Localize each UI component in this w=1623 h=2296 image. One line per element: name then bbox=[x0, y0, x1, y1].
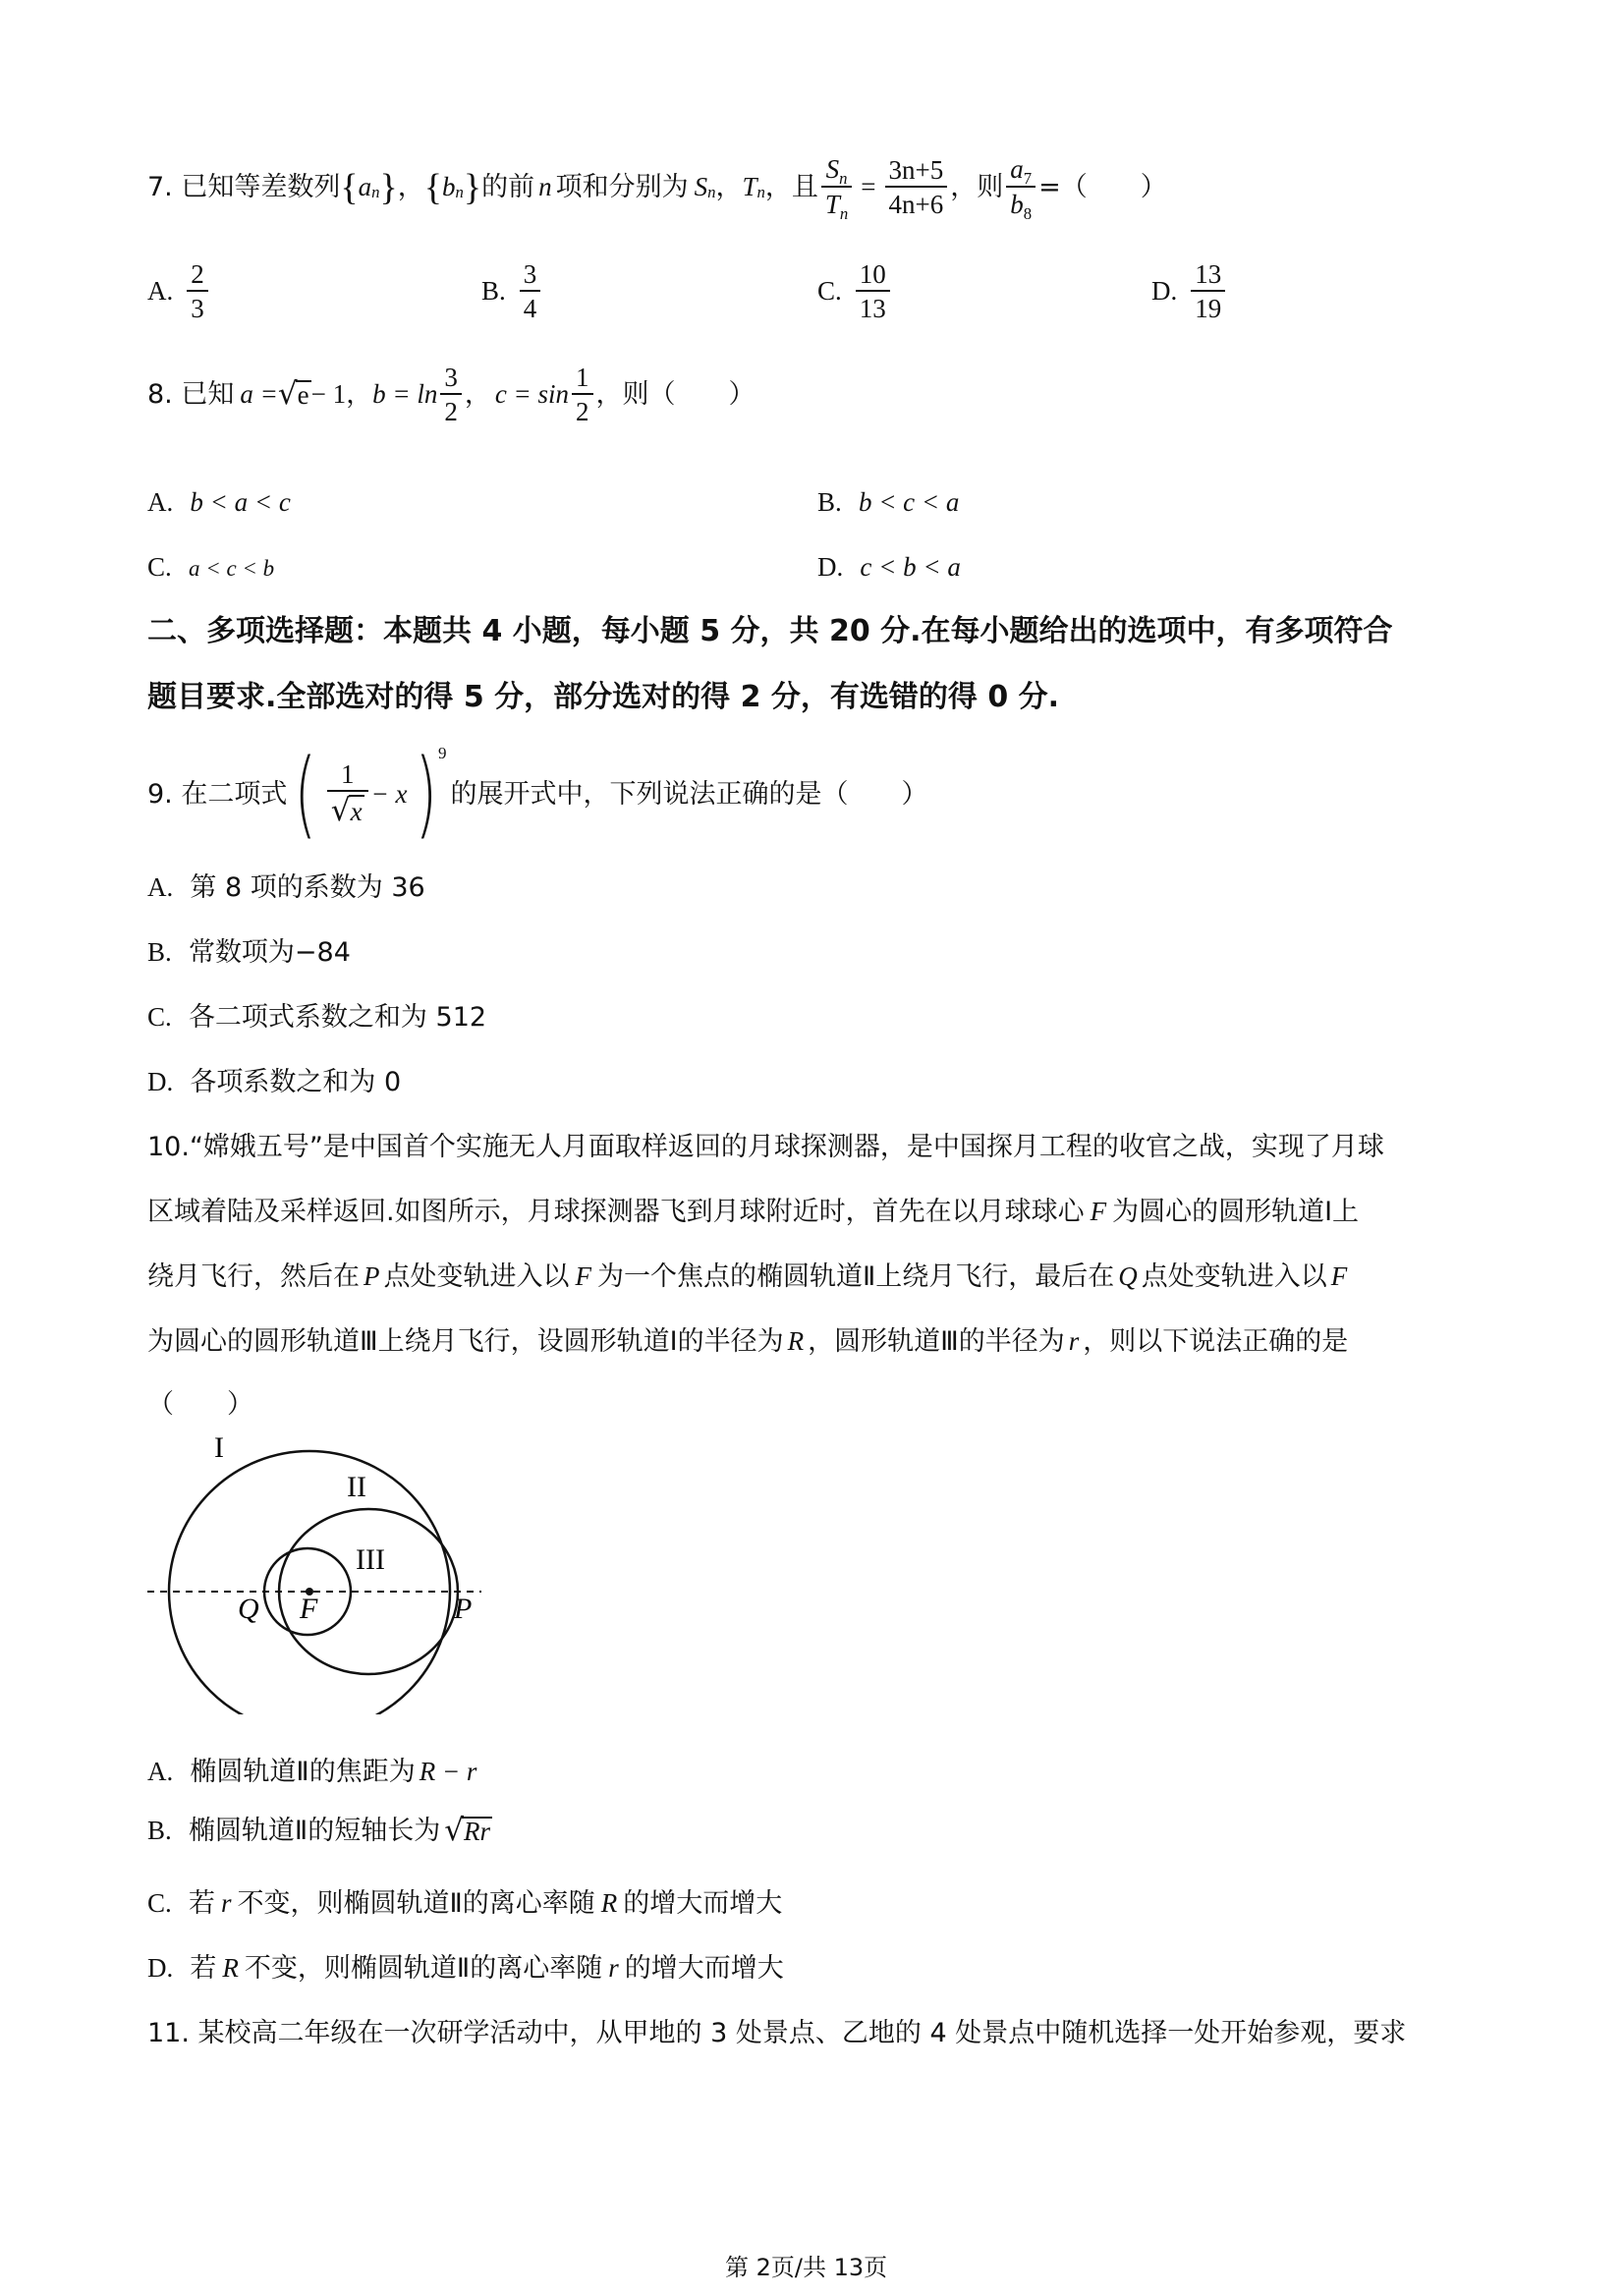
q7-seq-a-sub: n bbox=[371, 183, 380, 202]
q10-option-b[interactable]: B. 椭圆轨道Ⅱ的短轴长为 √ Rr bbox=[147, 1813, 491, 1848]
q7-then: ，则 bbox=[950, 172, 1004, 203]
q7-answer-paren: =（ ） bbox=[1038, 172, 1167, 203]
label-I: I bbox=[214, 1431, 224, 1464]
q11-line1: 11. 某校高二年级在一次研学活动中，从甲地的 3 处景点、乙地的 4 处景点中随机选择一处开始参观，要求 bbox=[147, 2018, 1407, 2048]
q9-option-d[interactable]: D. 各项系数之和为 0 bbox=[147, 1067, 402, 1097]
q10-line3: 绕月飞行，然后在 P 点处变轨进入以 F 为一个焦点的椭圆轨道Ⅱ上绕月飞行，最后在 Q 点处变轨进入以 F bbox=[147, 1261, 1348, 1292]
q7-n: n bbox=[538, 172, 552, 202]
q7-sep2: ， bbox=[715, 172, 743, 203]
q9-option-a[interactable]: A. 第 8 项的系数为 36 bbox=[147, 872, 425, 903]
q7-S: S bbox=[694, 172, 708, 202]
q8-sqrt-e: e bbox=[297, 380, 309, 411]
brace-left: { bbox=[340, 166, 359, 208]
paren-right: ) bbox=[415, 739, 437, 849]
q8-c-expr: c = sin bbox=[494, 379, 570, 410]
label-F: F bbox=[300, 1593, 318, 1625]
q7-prefix: 7. 已知等差数列 bbox=[147, 172, 341, 203]
q10-line2: 区域着陆及采样返回.如图所示，月球探测器飞到月球附近时，首先在以月球球心 F 为圆心的圆形轨道Ⅰ上 bbox=[147, 1197, 1360, 1227]
q7-ratio-right: $\frac{3n+5}{4n+6}$ bbox=[885, 156, 948, 219]
label-II: II bbox=[347, 1471, 366, 1503]
q8-option-d[interactable]: D. c < b < a bbox=[817, 552, 961, 582]
q7-option-d[interactable]: D. $\frac{13}{19}$ bbox=[1151, 260, 1228, 323]
section2-heading-line2: 题目要求.全部选对的得 5 分，部分选对的得 2 分，有选错的得 0 分. bbox=[147, 680, 1060, 714]
q7-T: T bbox=[742, 172, 757, 202]
q8-option-a[interactable]: A. b < a < c bbox=[147, 487, 291, 517]
q7-seq-b-sub: n bbox=[455, 183, 464, 202]
q7-mid2: 项和分别为 bbox=[555, 172, 689, 203]
page-footer: 第 2页/共 13页 bbox=[725, 2254, 888, 2281]
q10-line5: （ ） bbox=[147, 1389, 253, 1420]
q7-option-a[interactable]: A. $\frac{2}{3}$ bbox=[147, 260, 211, 323]
q7-mid: 的前 bbox=[481, 172, 535, 203]
orbit-I-circle bbox=[169, 1451, 450, 1714]
q10-line4: 为圆心的圆形轨道Ⅲ上绕月飞行，设圆形轨道Ⅰ的半径为 R ，圆形轨道Ⅲ的半径为 r ，则以下说法正确的是 bbox=[147, 1326, 1349, 1357]
paren-left: ( bbox=[294, 739, 317, 849]
q9-option-c[interactable]: C. 各二项式系数之和为 512 bbox=[147, 1002, 487, 1033]
q9-minus-x: − x bbox=[370, 778, 408, 809]
q8-b-expr: b = ln bbox=[372, 379, 438, 410]
q9-stem bbox=[147, 739, 928, 849]
q7-option-c[interactable]: C. $\frac{10}{13}$ bbox=[817, 260, 893, 323]
q10-orbit-figure bbox=[138, 1429, 491, 1714]
label-P: P bbox=[454, 1593, 473, 1625]
q7-stem: 7. 已知等差数列 { a n } ， { b n } 的前 n 项和分别为 S n ， T n ，且 $\frac{S_n}{T_n}$ = $\frac{3n+5}{4n+6}$ ，则 $\frac{a_7}{b_8}$ =（ ） bbox=[147, 154, 1167, 224]
q9-suffix: 的展开式中，下列说法正确的是（ ） bbox=[450, 778, 928, 810]
brace-right-b: } bbox=[463, 166, 482, 208]
q7-ratio-left: $\frac{S_n}{T_n}$ bbox=[821, 155, 852, 220]
q8-a-expr: a = bbox=[240, 379, 278, 410]
section2-heading-line1: 二、多项选择题：本题共 4 小题，每小题 5 分，共 20 分.在每小题给出的选项中，有多项符合 bbox=[147, 614, 1393, 648]
q7-seq-a: a bbox=[358, 172, 372, 202]
q8-option-b[interactable]: B. b < c < a bbox=[817, 487, 960, 517]
q7-question-frac: $\frac{a_7}{b_8}$ bbox=[1006, 155, 1035, 220]
q9-frac: $\frac{1}{√x}$ bbox=[327, 760, 368, 827]
q10-option-c[interactable]: C. 若 r 不变，则椭圆轨道Ⅱ的离心率随 R 的增大而增大 bbox=[147, 1888, 783, 1919]
q8-minus-one: − 1 bbox=[310, 379, 347, 410]
brace-left-b: { bbox=[423, 166, 442, 208]
q9-prefix: 9. 在二项式 bbox=[147, 778, 288, 810]
label-Q: Q bbox=[238, 1593, 259, 1625]
q7-sep: ， bbox=[397, 172, 424, 203]
label-III: III bbox=[356, 1543, 385, 1576]
q10-option-a[interactable]: A. 椭圆轨道Ⅱ的焦距为 R − r bbox=[147, 1757, 477, 1787]
q9-option-b[interactable]: B. 常数项为−84 bbox=[147, 937, 351, 968]
q7-seq-b: b bbox=[441, 172, 456, 202]
q7-S-sub: n bbox=[707, 183, 716, 202]
q8-prefix: 8. 已知 bbox=[147, 379, 235, 411]
q8-option-c[interactable]: C. a < c < b bbox=[147, 552, 275, 582]
brace-right: } bbox=[379, 166, 398, 208]
q10-option-d[interactable]: D. 若 R 不变，则椭圆轨道Ⅱ的离心率随 r 的增大而增大 bbox=[147, 1953, 784, 1984]
q7-and: ，且 bbox=[764, 172, 818, 203]
q9-exponent: 9 bbox=[438, 743, 447, 762]
q7-T-sub: n bbox=[756, 183, 765, 202]
q8-answer-paren: ，则（ ） bbox=[595, 379, 756, 411]
q7-option-b[interactable]: B. $\frac{3}{4}$ bbox=[481, 260, 543, 323]
q8-stem: 8. 已知 a = √ e − 1 ， b = ln $\frac{3}{2}$ ， c = sin $\frac{1}{2}$ ，则（ ） bbox=[147, 363, 756, 427]
q10-line1: 10.“嫦娥五号”是中国首个实施无人月面取样返回的月球探测器，是中国探月工程的收官之战，实现了月球 bbox=[147, 1132, 1384, 1162]
